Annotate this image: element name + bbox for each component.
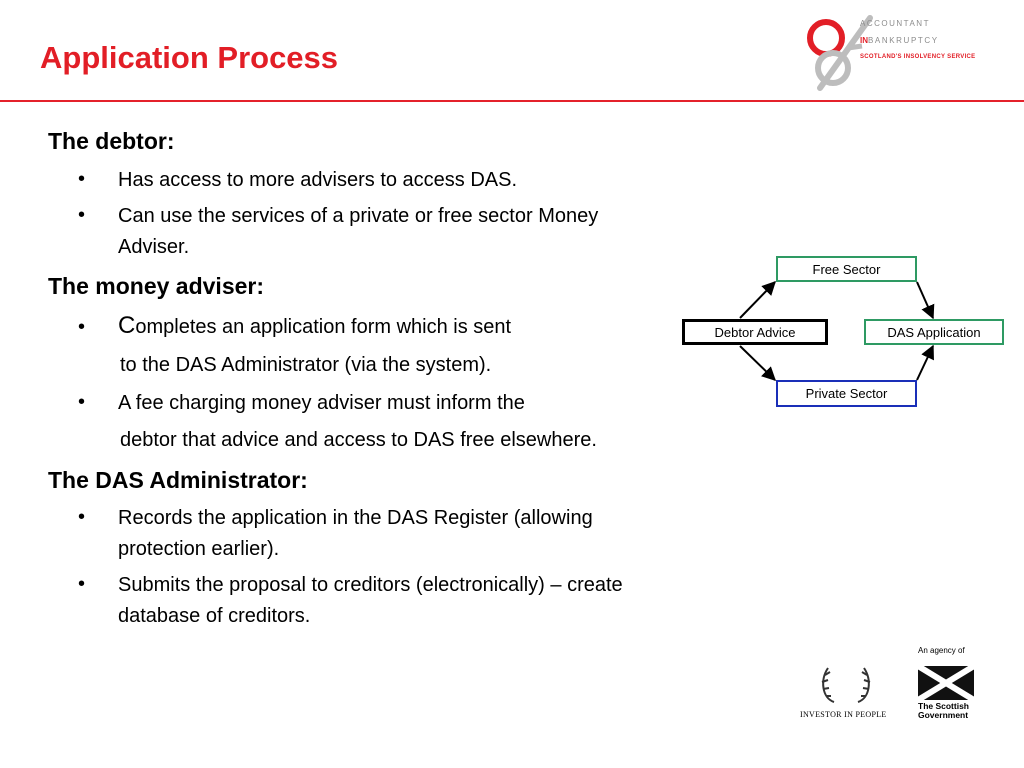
adviser-bullet-2-line-1: A fee charging money adviser must inform the <box>118 392 525 414</box>
adviser-bullet-2-line-2: debtor that advice and access to DAS free elsewhere. <box>120 429 597 451</box>
box-private-sector-label: Private Sector <box>805 386 888 401</box>
arrow-free-to-das <box>917 282 933 318</box>
debtor-bullet-2-line-2: Adviser. <box>118 236 190 258</box>
saltire-icon <box>918 666 974 700</box>
adviser-bullet-1-line-1 <box>118 314 511 339</box>
heading-das-administrator: The DAS Administrator: <box>48 467 308 493</box>
arrow-debtor-to-free <box>740 282 775 318</box>
admin-bullet-2-line-1: Submits the proposal to creditors (electronically) – create <box>118 574 623 596</box>
title-rule <box>0 100 1024 102</box>
investor-in-people-text: INVESTOR IN PEOPLE <box>800 710 887 719</box>
admin-bullet-1-line-2: protection earlier). <box>118 538 280 560</box>
logo-in-text: IN <box>860 36 868 45</box>
logo-tagline: SCOTLAND'S INSOLVENCY SERVICE <box>860 54 976 60</box>
debtor-bullet-2-line-1: Can use the services of a private or free sector Money <box>118 205 599 227</box>
debtor-bullet-1: Has access to more advisers to access DAS. <box>118 169 518 191</box>
box-free-sector <box>776 256 917 282</box>
adviser-bullet-1-text: ompletes an application form which is sent <box>135 316 512 338</box>
bullet-mark: • <box>78 168 86 190</box>
logo-line-bankruptcy <box>860 36 939 45</box>
heading-money-adviser: The money adviser: <box>48 273 265 299</box>
arrow-private-to-das <box>917 346 933 380</box>
adviser-bullet-1-line-2: to the DAS Administrator (via the system). <box>120 354 492 376</box>
bullet-mark: • <box>78 391 86 413</box>
box-debtor-advice <box>682 319 828 345</box>
box-debtor-advice-label: Debtor Advice <box>714 324 796 340</box>
scottish-government-line-1: The Scottish <box>918 701 970 711</box>
bullet-mark: • <box>78 506 86 528</box>
admin-bullet-2-line-2: database of creditors. <box>118 605 311 627</box>
box-das-application <box>864 319 1004 345</box>
page-title: Application Process <box>40 40 339 75</box>
bullet-mark: • <box>78 573 86 595</box>
bullet-mark: • <box>78 316 86 338</box>
agency-of-text: An agency of <box>918 646 965 655</box>
admin-bullet-1-line-1: Records the application in the DAS Register (allowing <box>118 507 593 529</box>
box-private-sector <box>776 380 917 407</box>
heading-debtor: The debtor: <box>48 128 175 154</box>
adviser-drop-letter: C <box>118 312 136 339</box>
arrow-debtor-to-private <box>740 346 775 380</box>
logo-line-accountant: ACCOUNTANT <box>860 19 930 28</box>
scottish-government-line-2: Government <box>918 710 969 720</box>
box-free-sector-label: Free Sector <box>812 261 881 277</box>
bullet-mark: • <box>78 204 86 226</box>
box-das-application-label: DAS Application <box>887 324 981 340</box>
logo-bankruptcy-text: BANKRUPTCY <box>868 36 939 45</box>
